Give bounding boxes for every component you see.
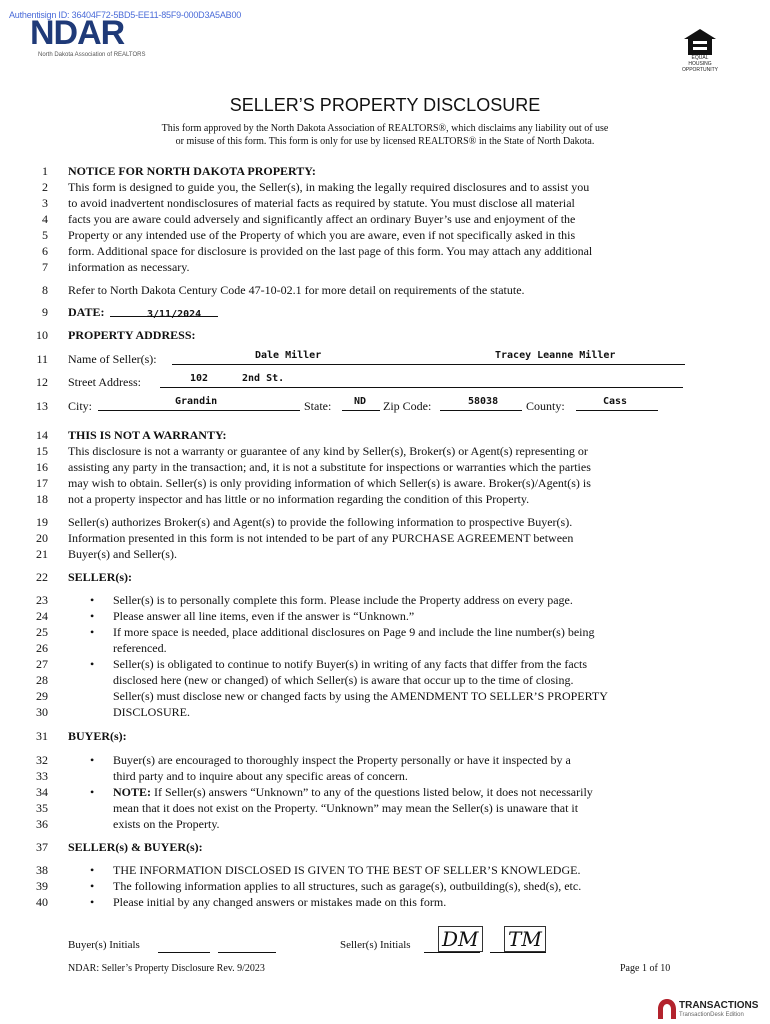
line-number: 25 [36,625,48,639]
line-number: 4 [42,212,48,226]
seller-name-field[interactable] [172,350,685,365]
line-number: 20 [36,531,48,545]
street-name: 2nd St. [242,373,285,384]
footer-form-info: NDAR: Seller’s Property Disclosure Rev. 9/2023 [68,963,265,974]
zip-label: Zip Code: [383,399,432,413]
line-number: 27 [36,657,48,671]
seller-bullet-cont: Seller(s) must disclose new or changed facts by using the AMENDMENT TO SELLER’S PROPERTY [113,689,608,703]
notice-line: form. Additional space for disclosure is provided on the last page of this form. You may attach any additional [68,244,593,258]
seller-bullet-cont: disclosed here (new or changed) of which Seller(s) is aware that occur up to the time of closing. [113,673,574,687]
line-number: 21 [36,547,48,561]
buyer-initials-field-1[interactable] [158,938,210,953]
line-number: 14 [36,428,48,442]
line-number: 16 [36,460,48,474]
authorize-line: Buyer(s) and Seller(s). [68,547,177,561]
seller2-initials-signature: TM [504,926,546,952]
line-number: 10 [36,328,48,342]
seller1-initials-signature: DM [438,926,483,952]
line-number: 18 [36,492,48,506]
seller-section-heading: SELLER(s): [68,570,133,584]
seller-bullet-cont: referenced. [113,641,167,655]
line-number: 2 [42,180,48,194]
buyer-bullet-note [113,785,593,800]
both-section-heading: SELLER(s) & BUYER(s): [68,840,203,854]
equal-housing-icon [683,28,717,56]
note-label: NOTE: [113,785,152,799]
line-number: 22 [36,570,48,584]
county-label: County: [526,399,565,413]
street-number: 102 [190,373,209,384]
both-bullet: THE INFORMATION DISCLOSED IS GIVEN TO THE BEST OF SELLER’S KNOWLEDGE. [113,863,581,877]
intro-text [100,122,670,148]
date-value: 3/11/2024 [147,309,202,320]
line-number: 38 [36,863,48,877]
seller-bullet-cont: DISCLOSURE. [113,705,191,719]
notice-line: facts you are aware could adversely and significantly affect an ordinary Buyer’s use and enjoyment of the [68,212,576,226]
bullet-icon: • [90,863,95,877]
line-number: 23 [36,593,48,607]
ndar-logo: NDAR [30,14,125,52]
line-number: 19 [36,515,48,529]
buyer-bullet-cont: mean that it does not exist on the Property. “Unknown” may mean the Seller(s) is unaware that it [113,801,579,815]
zip-value: 58038 [468,396,499,407]
warranty-line: not a property inspector and has little or no information regarding the condition of this Property. [68,492,530,506]
line-number: 35 [36,801,48,815]
date-label: DATE: [68,305,105,319]
both-bullet: Please initial by any changed answers or mistakes made on this form. [113,895,447,909]
warranty-line: assisting any party in the transaction; and, it is not a substitute for inspections or warranties which the parties [68,460,591,474]
seller-initials-label: Seller(s) Initials [340,939,411,951]
line-number: 36 [36,817,48,831]
county-field[interactable] [576,396,658,411]
state-label: State: [304,399,332,413]
both-bullet: The following information applies to all structures, such as garage(s), outbuilding(s), shed(s), etc. [113,879,582,893]
seller-name-label: Name of Seller(s): [68,352,157,366]
street-address-field[interactable] [160,373,683,388]
seller-bullet: Seller(s) is obligated to continue to notify Buyer(s) in writing of any facts that differ from the facts [113,657,587,671]
line-number: 33 [36,769,48,783]
county-value: Cass [603,396,628,407]
warranty-line: This disclosure is not a warranty or guarantee of any kind by Seller(s), Broker(s) or Agent(s) representing or [68,444,588,458]
line-number: 7 [42,260,48,274]
authorize-line: Seller(s) authorizes Broker(s) and Agent(s) to provide the following information to prospective Buyer(s). [68,515,573,529]
transactions-icon [657,998,677,1020]
intro-line: This form approved by the North Dakota Association of REALTORS®, which disclaims any liability out of use [161,123,609,134]
line-number: 1 [42,164,48,178]
line-number: 26 [36,641,48,655]
warranty-line: may wish to obtain. Seller(s) is only providing information of which Seller(s) is aware. Broker(s)/Agent(s) is [68,476,591,490]
page-title: SELLER’S PROPERTY DISCLOSURE [229,95,541,115]
transactions-brand-sub: TransactionDesk Edition [679,1012,744,1018]
line-number: 11 [36,352,48,366]
notice-line: Property or any intended use of the Property of which you are aware, even if not specifically asked in this [68,228,576,242]
buyer-initials-field-2[interactable] [218,938,276,953]
state-field[interactable] [342,396,380,411]
line-number: 34 [36,785,48,799]
statute-reference: Refer to North Dakota Century Code 47-10-02.1 for more detail on requirements of the statute. [68,283,525,297]
seller-bullet: Please answer all line items, even if the answer is “Unknown.” [113,609,415,623]
seller2-name: Tracey Leanne Miller [495,350,616,361]
buyer-bullet: Buyer(s) are encouraged to thoroughly inspect the Property personally or have it inspected by a [113,753,571,767]
property-address-heading: PROPERTY ADDRESS: [68,328,196,342]
page-number: Page 1 of 10 [620,963,671,974]
warranty-heading: THIS IS NOT A WARRANTY: [68,428,227,442]
state-value: ND [354,396,367,407]
bullet-icon: • [90,895,95,909]
authentisign-id: Authentisign ID: 36404F72-5BD5-EE11-85F9-000D3A5AB00 [9,10,242,20]
line-number: 40 [36,895,48,909]
zip-field[interactable] [440,396,522,411]
seller-bullet: Seller(s) is to personally complete this form. Please include the Property address on every page. [113,593,573,607]
seller-initials-field-2[interactable] [490,927,546,953]
buyer-initials-label: Buyer(s) Initials [68,939,140,951]
buyer-bullet-cont: exists on the Property. [113,817,220,831]
notice-line: to avoid inadvertent nondisclosures of material facts as required by statute. You must disclose all material [68,196,575,210]
line-number: 3 [42,196,48,210]
bullet-icon: • [90,609,95,623]
line-number: 28 [36,673,48,687]
line-number: 17 [36,476,48,490]
bullet-icon: • [90,753,95,767]
line-number: 9 [42,305,48,319]
equal-housing-label: EQUAL HOUSING OPPORTUNITY [681,55,719,73]
transactions-brand: TRANSACTIONS [679,1000,759,1011]
bullet-icon: • [90,593,95,607]
notice-line: This form is designed to guide you, the Seller(s), in making the legally required disclosures and to assist you [68,180,590,194]
date-field[interactable] [110,302,218,320]
line-number: 31 [36,729,48,743]
line-number: 29 [36,689,48,703]
buyer-bullet-cont: third party and to inquire about any specific areas of concern. [113,769,408,783]
intro-line: or misuse of this form. This form is only for use by licensed REALTORS® in the State of North Dakota. [175,136,595,147]
ndar-logo-subtitle: North Dakota Association of REALTORS [38,52,146,58]
line-number: 30 [36,705,48,719]
city-value: Grandin [175,396,218,407]
line-number: 5 [42,228,48,242]
line-number: 8 [42,283,48,297]
notice-line: information as necessary. [68,260,190,274]
line-number: 13 [36,399,48,413]
note-text: If Seller(s) answers “Unknown” to any of the questions listed below, it does not necessarily [151,785,593,799]
line-number: 6 [42,244,48,258]
seller-initials-field-1[interactable] [424,927,480,953]
street-address-label: Street Address: [68,375,141,389]
bullet-icon: • [90,879,95,893]
city-label: City: [68,399,93,413]
line-number: 24 [36,609,48,623]
line-number: 39 [36,879,48,893]
authorize-line: Information presented in this form is not intended to be part of any PURCHASE AGREEMENT between [68,531,574,545]
bullet-icon: • [90,657,95,671]
line-number: 12 [36,375,48,389]
bullet-icon: • [90,625,95,639]
line-number: 32 [36,753,48,767]
city-field[interactable] [98,396,300,411]
notice-heading: NOTICE FOR NORTH DAKOTA PROPERTY: [68,164,316,178]
seller1-name: Dale Miller [255,350,322,361]
buyer-section-heading: BUYER(s): [68,729,127,743]
seller-bullet: If more space is needed, place additional disclosures on Page 9 and include the line number(s) being [113,625,595,639]
bullet-icon: • [90,785,95,799]
line-number: 37 [36,840,48,854]
line-number: 15 [36,444,48,458]
